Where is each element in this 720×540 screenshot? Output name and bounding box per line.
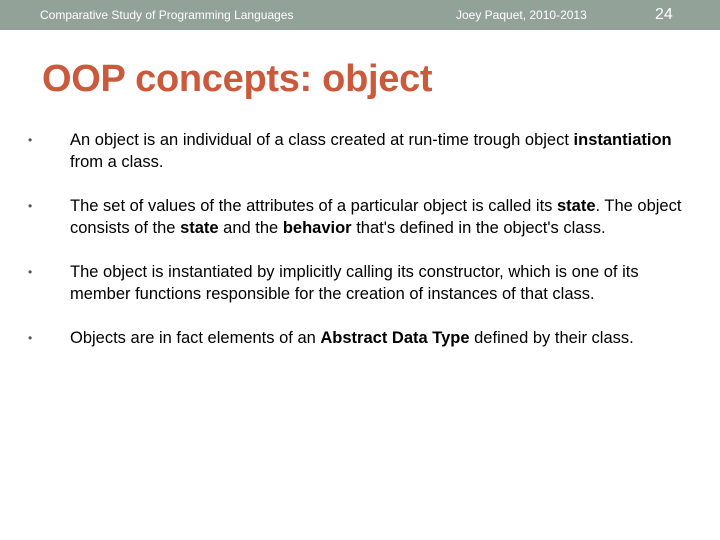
- bullet-text-bold: state: [557, 197, 596, 215]
- header-bar: [0, 0, 720, 30]
- bullet-text-segment: Objects are in fact elements of an: [70, 329, 321, 347]
- bullet-item: [28, 130, 688, 173]
- course-title: Comparative Study of Programming Languages: [40, 8, 294, 22]
- bullet-marker: •: [28, 199, 33, 213]
- bullet-text-bold: instantiation: [573, 131, 672, 149]
- bullet-list: [28, 130, 688, 350]
- bullet-item: [28, 328, 688, 350]
- page-number: 24: [655, 6, 673, 23]
- bullet-text-segment: that's defined in the object's class.: [351, 218, 606, 237]
- bullet-marker: •: [28, 265, 33, 279]
- author-and-years: Joey Paquet, 2010-2013: [456, 8, 587, 22]
- bullet-text-bold: Abstract Data Type: [320, 329, 470, 347]
- bullet-marker: •: [28, 331, 33, 345]
- bullet-text-segment: The set of values of the attributes of a particular object is called its: [70, 197, 557, 215]
- bullet-item: [28, 196, 688, 239]
- bullet-text-segment: defined by their class.: [469, 329, 634, 347]
- bullet-text-bold: behavior: [282, 218, 352, 237]
- bullet-marker: •: [28, 133, 33, 147]
- bullet-text-segment: . The object consists of the: [70, 197, 682, 237]
- bullet-text-bold: state: [180, 218, 219, 237]
- bullet-text-segment: from a class.: [70, 152, 164, 171]
- bullet-text-segment: and the: [218, 218, 283, 237]
- bullet-text-segment: The object is instantiated by implicitly calling its constructor, which is one of its member functions responsible for the creation of instances of that class.: [70, 263, 639, 303]
- bullet-text-segment: An object is an individual of a class created at run-time trough object: [70, 131, 574, 149]
- slide-title: OOP concepts: object: [42, 58, 433, 100]
- bullet-item: [28, 262, 688, 305]
